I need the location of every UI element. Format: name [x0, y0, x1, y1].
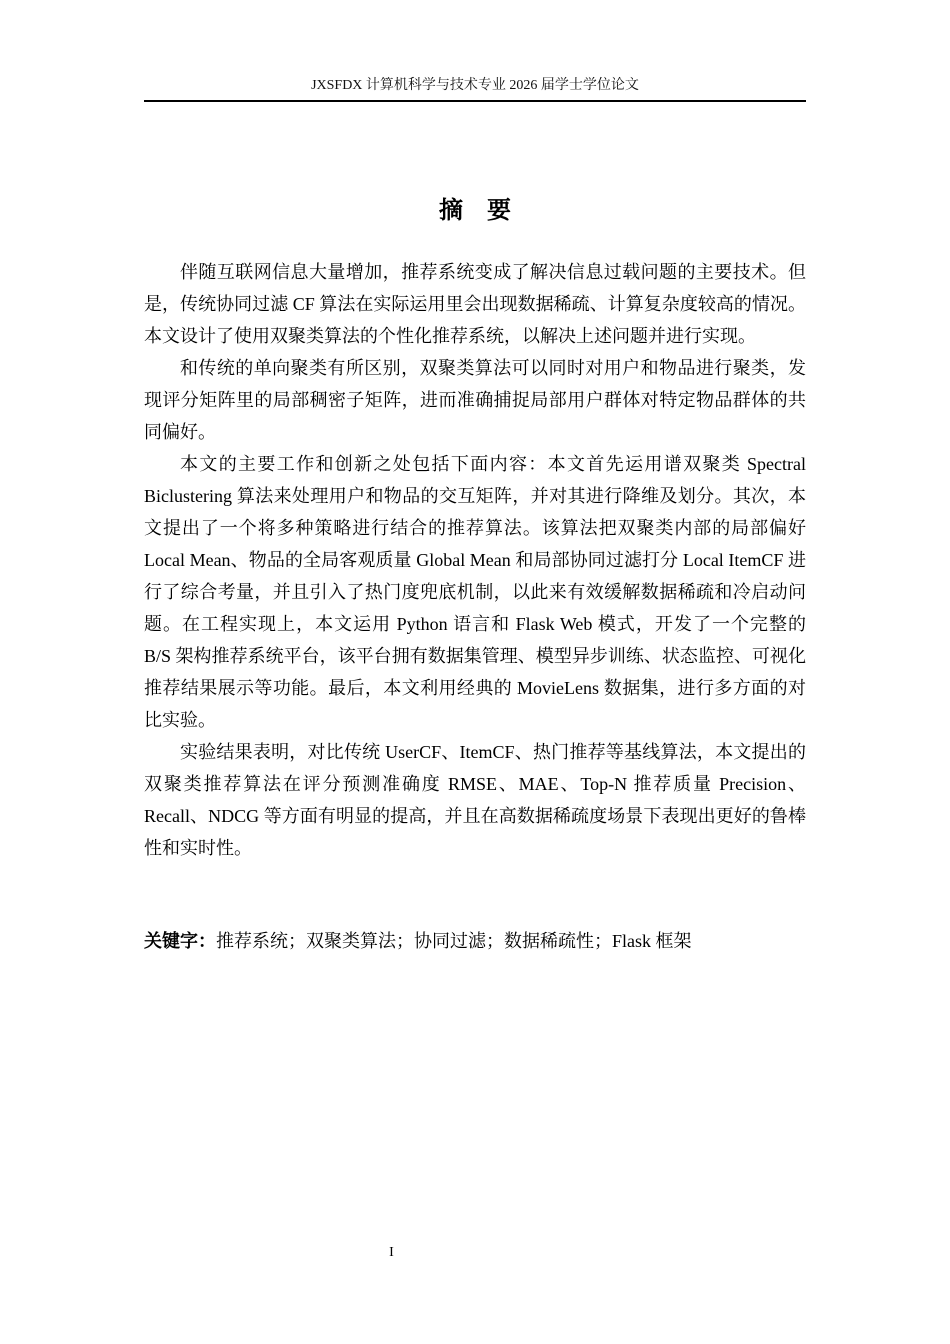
abstract-paragraph-3: 本文的主要工作和创新之处包括下面内容：本文首先运用谱双聚类 Spectral Biclustering 算法来处理用户和物品的交互矩阵，并对其进行降维及划分。其次，本文提出了一个将多种策略进行结合的推荐算法。该算法把双聚类内部的局部偏好 Local Mean、物品的全局客观质量 Global Mean 和局部协同过滤打分 Local ItemCF 进行了综合考量，并且引入了热门度兜底机制，以此来有效缓解数据稀疏和冷启动问题。在工程实现上，本文运用 Python 语言和 Flask Web 模式，开发了一个完整的 B/S 架构推荐系统平台，该平台拥有数据集管理、模型异步训练、状态监控、可视化推荐结果展示等功能。最后，本文利用经典的 MovieLens 数据集，进行多方面的对比实验。 [144, 454, 806, 730]
keywords-label: 关键字： [144, 931, 216, 952]
keywords-line [144, 925, 806, 958]
page-number: I [389, 1245, 394, 1260]
keywords-text: 推荐系统；双聚类算法；协同过滤；数据稀疏性；Flask 框架 [216, 931, 692, 951]
running-header: JXSFDX 计算机科学与技术专业 2026 届学士学位论文 [311, 78, 639, 93]
abstract-title: 摘要 [439, 196, 535, 224]
abstract-paragraph-2: 和传统的单向聚类有所区别，双聚类算法可以同时对用户和物品进行聚类，发现评分矩阵里的局部稠密子矩阵，进而准确捕捉局部用户群体对特定物品群体的共同偏好。 [144, 358, 806, 442]
abstract-paragraph-4: 实验结果表明，对比传统 UserCF、ItemCF、热门推荐等基线算法，本文提出的双聚类推荐算法在评分预测准确度 RMSE、MAE、Top-N 推荐质量 Precision、Recall、NDCG 等方面有明显的提高，并且在高数据稀疏度场景下表现出更好的鲁棒性和实时性。 [144, 742, 806, 858]
header-rule [144, 100, 806, 102]
abstract-paragraph-1: 伴随互联网信息大量增加，推荐系统变成了解决信息过载问题的主要技术。但是，传统协同过滤 CF 算法在实际运用里会出现数据稀疏、计算复杂度较高的情况。本文设计了使用双聚类算法的个性化推荐系统，以解决上述问题并进行实现。 [144, 262, 806, 346]
abstract-body [144, 256, 806, 864]
